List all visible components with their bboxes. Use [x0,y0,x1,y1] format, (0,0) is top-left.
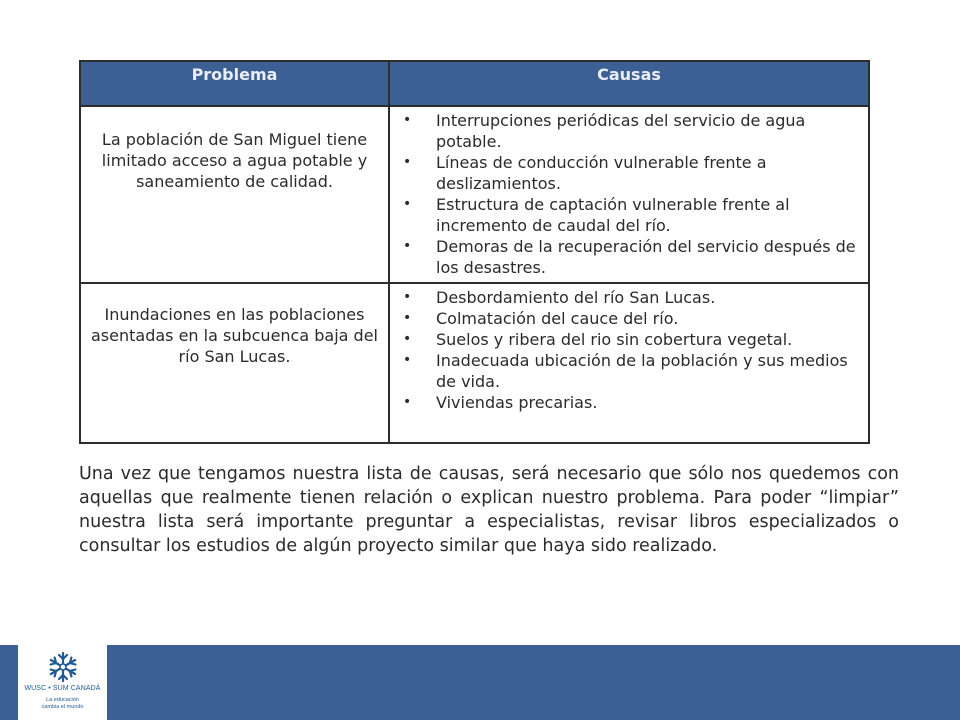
cause-text: Inadecuada ubicación de la población y sus medios de vida. [436,351,848,391]
cause-item [390,350,858,392]
bullet-icon: • [403,154,412,170]
bullet-icon: • [403,112,412,128]
table-header-row [80,61,869,106]
cause-item [390,110,858,152]
body-paragraph: Una vez que tengamos nuestra lista de causas, será necesario que sólo nos quedemos con aquellas que realmente tienen relación o explican nuestro problema. Para poder “limpiar” nuestra lista será importante preguntar a especialistas, revisar libros especializados o consultar los estudios de algún proyecto similar que haya sido realizado. [79,464,899,556]
cause-item [390,194,858,236]
causes-list [390,284,868,416]
cause-text: Demoras de la recuperación del servicio después de los desastres. [436,237,856,277]
cause-text: Desbordamiento del río San Lucas. [436,288,716,307]
causes-cell [389,283,869,443]
cause-item [390,392,858,413]
cause-text: Estructura de captación vulnerable frente al incremento de caudal del río. [436,195,790,235]
bullet-icon: • [403,331,412,347]
cause-item [390,236,858,278]
causes-cell [389,106,869,283]
table-row [80,283,869,443]
bullet-icon: • [403,238,412,254]
problem-causes-table [79,60,870,444]
logo [18,645,107,720]
logo-tagline-line: cambia el mundo [41,704,84,710]
bullet-icon: • [403,352,412,368]
problem-cell [80,106,389,283]
cause-text: Interrupciones periódicas del servicio de agua potable. [436,111,806,151]
bullet-icon: • [403,394,412,410]
column-header-causes: Causas [389,61,869,106]
problem-text: La población de San Miguel tiene limitado acceso a agua potable y saneamiento de calidad. [101,130,368,191]
cause-item [390,287,858,308]
bullet-icon: • [403,196,412,212]
cause-item [390,152,858,194]
logo-tagline [18,697,107,711]
causes-list [390,107,868,281]
cause-item [390,308,858,329]
table-row [80,106,869,283]
cause-item [390,329,858,350]
cause-text: Viviendas precarias. [436,393,598,412]
cause-text: Colmatación del cauce del río. [436,309,679,328]
problem-text: Inundaciones en las poblaciones asentadas en la subcuenca baja del río San Lucas. [91,305,378,366]
footer-bar [0,645,960,720]
column-header-problem: Problema [80,61,389,106]
logo-tagline-line: La educación [46,697,79,703]
bullet-icon: • [403,289,412,305]
problem-cell [80,283,389,443]
cause-text: Líneas de conducción vulnerable frente a deslizamientos. [436,153,767,193]
snowflake-icon [47,651,79,683]
logo-name: WUSC • SUM CANADÁ [24,685,101,692]
bullet-icon: • [403,310,412,326]
cause-text: Suelos y ribera del rio sin cobertura vegetal. [436,330,793,349]
